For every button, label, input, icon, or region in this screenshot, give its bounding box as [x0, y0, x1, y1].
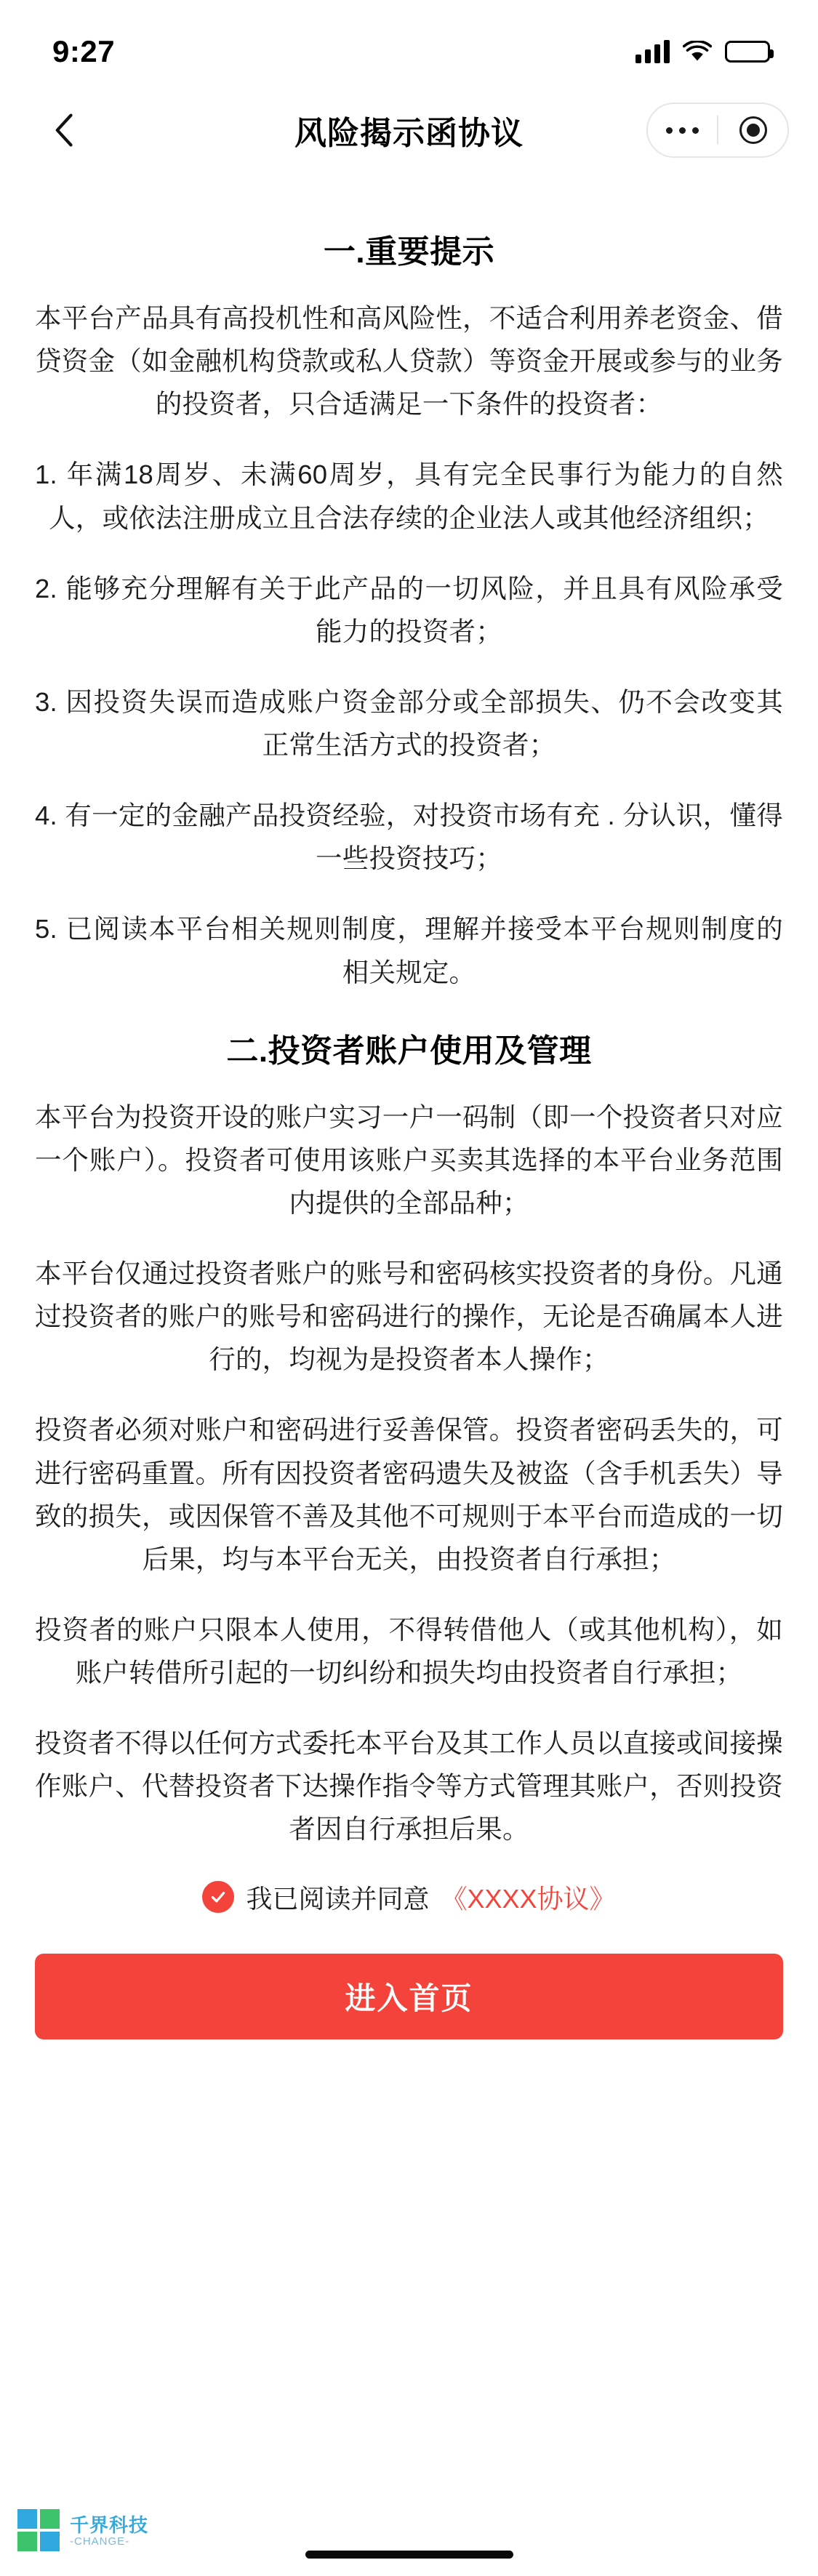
close-program-button[interactable] — [718, 104, 787, 156]
cellular-signal-icon — [635, 40, 670, 63]
watermark-title: 千界科技 — [70, 2514, 149, 2537]
watermark-subtitle: -CHANGE- — [70, 2535, 130, 2548]
enter-home-button[interactable]: 进入首页 — [35, 1954, 783, 2039]
section-2-paragraph-2: 本平台仅通过投资者账户的账号和密码核实投资者的身份。凡通过投资者的账户的账号和密码进行的操作，无论是否确属本人进行的，均视为是投资者本人操作； — [35, 1259, 783, 1375]
four-square-logo-icon — [17, 2509, 63, 2554]
section-1-paragraph-4: 3. 因投资失误而造成账户资金部分或全部损失、仍不会改变其正常生活方式的投资者； — [35, 686, 783, 760]
agreement-checkbox-row[interactable] — [35, 1879, 783, 1916]
check-circle-icon[interactable] — [202, 1881, 234, 1913]
section-1-paragraph-5: 4. 有一定的金融产品投资经验，对投资市场有充 . 分认识，懂得一些投资技巧； — [35, 801, 783, 874]
status-bar — [0, 0, 818, 87]
more-menu-button[interactable] — [648, 104, 717, 156]
section-2-paragraph-4: 投资者的账户只限本人使用，不得转借他人（或其他机构），如账户转借所引起的一切纠纷和损失均由投资者自行承担； — [35, 1614, 783, 1688]
page-title: 风险揭示函协议 — [294, 116, 524, 151]
more-dots-icon — [666, 127, 699, 134]
agreement-link[interactable]: 《XXXX协议》 — [441, 1883, 616, 1914]
section-title-2: 二.投资者账户使用及管理 — [226, 1032, 592, 1069]
section-1-paragraph-1: 本平台产品具有高投机性和高风险性，不适合利用养老资金、借贷资金（如金融机构贷款或私人贷款）等资金开展或参与的业务的投资者，只合适满足一下条件的投资者： — [35, 303, 783, 420]
status-indicators — [635, 40, 770, 63]
battery-icon — [725, 41, 770, 63]
mini-program-capsule — [646, 103, 789, 158]
chevron-left-icon — [52, 111, 77, 149]
status-time: 9:27 — [52, 34, 116, 68]
watermark — [17, 2509, 148, 2554]
back-button[interactable] — [39, 105, 90, 156]
section-1-paragraph-2: 1. 年满18周岁、未满60周岁，具有完全民事行为能力的自然人，或依法注册成立且合法存续的企业法人或其他经济组织； — [35, 460, 783, 533]
section-2-paragraph-5: 投资者不得以任何方式委托本平台及其工作人员以直接或间接操作账户、代替投资者下达操作指令等方式管理其账户，否则投资者因自行承担后果。 — [35, 1728, 783, 1845]
wifi-icon — [683, 41, 712, 63]
section-title-1: 一.重要提示 — [323, 234, 495, 270]
navigation-bar — [0, 87, 818, 173]
section-1-paragraph-3: 2. 能够充分理解有关于此产品的一切风险，并且具有风险承受能力的投资者； — [35, 573, 783, 646]
section-1-paragraph-6: 5. 已阅读本平台相关规则制度，理解并接受本平台规则制度的相关规定。 — [35, 914, 783, 987]
agreement-content — [0, 173, 818, 1916]
section-2-paragraph-1: 本平台为投资开设的账户实习一户一码制（即一个投资者只对应一个账户）。投资者可使用该账户买卖其选择的本平台业务范围内提供的全部品种； — [35, 1102, 783, 1218]
section-2-paragraph-3: 投资者必须对账户和密码进行妥善保管。投资者密码丢失的，可进行密码重置。所有因投资者密码遗失及被盗（含手机丢失）导致的损失，或因保管不善及其他不可规则于本平台而造成的一切后果，均与本平台无关，由投资者自行承担； — [35, 1415, 783, 1574]
home-indicator[interactable] — [305, 2551, 513, 2559]
target-circle-icon — [739, 116, 767, 144]
agreement-text: 我已阅读并同意 — [246, 1883, 430, 1914]
